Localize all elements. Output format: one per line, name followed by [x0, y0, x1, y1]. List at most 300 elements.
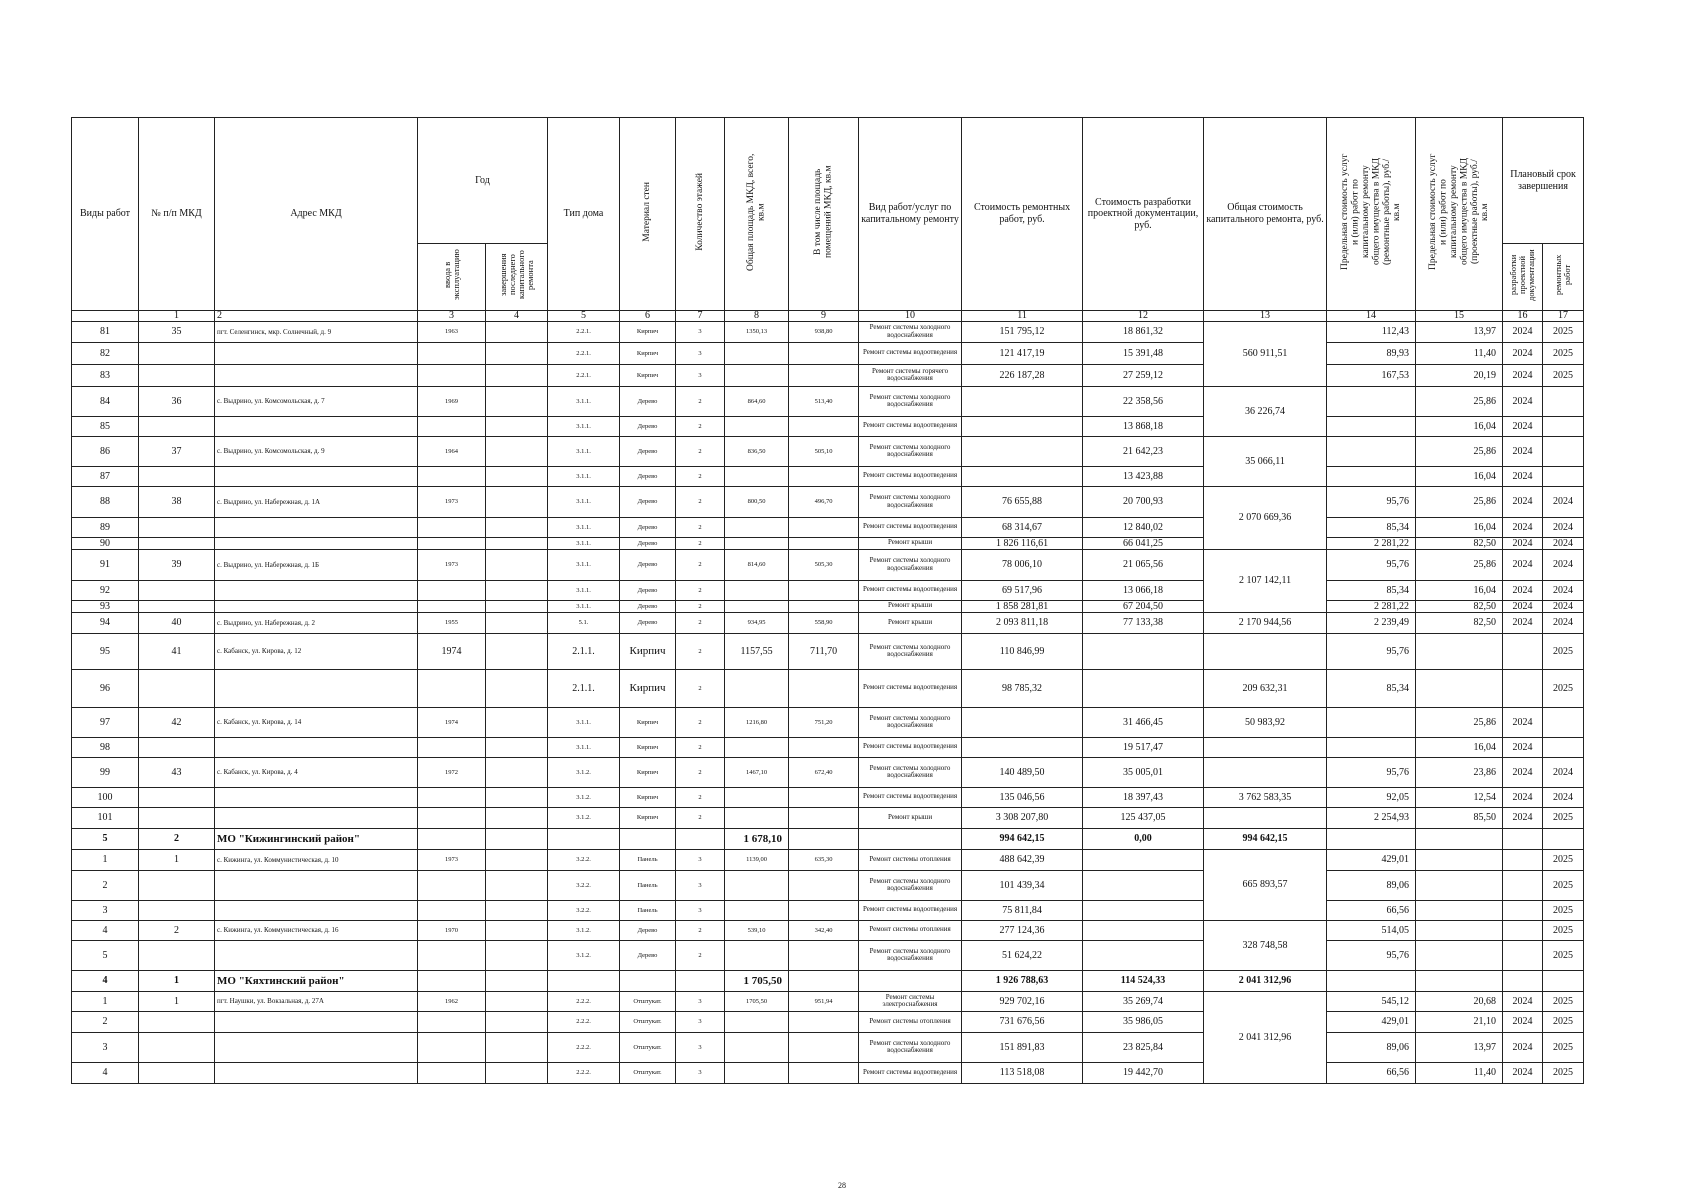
row-material: Дерево: [620, 486, 676, 517]
row-vidy-rabot: 88: [72, 486, 139, 517]
row-area-total: [725, 1062, 789, 1083]
column-number: 1: [139, 310, 215, 321]
row-limit-repair: 2 254,93: [1327, 807, 1416, 828]
row-vidy-rabot: 86: [72, 436, 139, 466]
row-deadline-repair: [1543, 707, 1584, 737]
row-nn-mkd: [139, 342, 215, 364]
row-deadline-project: [1503, 940, 1543, 970]
row-year-kap: [486, 633, 548, 669]
row-limit-repair: [1327, 828, 1416, 849]
row-cost-repair: 135 046,56: [962, 787, 1083, 807]
row-house-type: 3.1.1.: [548, 707, 620, 737]
row-area-rooms: [789, 537, 859, 549]
header-deadline-project-label: разработки проектной документации: [1508, 249, 1536, 301]
row-house-type: 3.1.1.: [548, 486, 620, 517]
row-nn-mkd: 36: [139, 386, 215, 416]
row-work-type: Ремонт системы отопления: [859, 849, 962, 870]
row-cost-project: 21 642,23: [1083, 436, 1204, 466]
row-year-vvod: [418, 737, 486, 757]
row-cost-project: 31 466,45: [1083, 707, 1204, 737]
row-floors: 2: [676, 416, 725, 436]
row-house-type: 3.1.2.: [548, 757, 620, 787]
row-house-type: 3.1.1.: [548, 386, 620, 416]
row-cost-repair: 101 439,34: [962, 870, 1083, 900]
row-work-type: Ремонт системы водоотведения: [859, 787, 962, 807]
row-cost-repair: 929 702,16: [962, 991, 1083, 1011]
row-area-total: [725, 900, 789, 920]
row-year-vvod: [418, 537, 486, 549]
row-floors: 2: [676, 386, 725, 416]
row-house-type: 3.1.1.: [548, 549, 620, 580]
row-floors: [676, 970, 725, 991]
row-area-total: [725, 364, 789, 386]
row-deadline-project: 2024: [1503, 612, 1543, 633]
row-address: с. Кабанск, ул. Кирова, д. 14: [215, 707, 418, 737]
row-area-rooms: [789, 669, 859, 707]
row-cost-repair: 2 093 811,18: [962, 612, 1083, 633]
row-work-type: Ремонт системы холодного водоснабжения: [859, 757, 962, 787]
row-address: [215, 600, 418, 612]
row-limit-repair: 85,34: [1327, 517, 1416, 537]
row-vidy-rabot: 85: [72, 416, 139, 436]
row-floors: 2: [676, 787, 725, 807]
row-deadline-repair: 2024: [1543, 612, 1584, 633]
row-deadline-repair: 2024: [1543, 580, 1584, 600]
row-year-vvod: [418, 416, 486, 436]
row-year-kap: [486, 580, 548, 600]
row-floors: 2: [676, 633, 725, 669]
row-year-kap: [486, 787, 548, 807]
row-limit-repair: 95,76: [1327, 549, 1416, 580]
header-cost-project: Стоимость разработки проектной документации, руб.: [1083, 118, 1204, 311]
row-cost-project: [1083, 849, 1204, 870]
row-limit-repair: 429,01: [1327, 849, 1416, 870]
row-limit-repair: 95,76: [1327, 486, 1416, 517]
row-limit-project: [1416, 920, 1503, 940]
row-limit-project: 12,54: [1416, 787, 1503, 807]
row-area-rooms: 938,80: [789, 321, 859, 342]
row-area-rooms: 751,20: [789, 707, 859, 737]
row-limit-project: 25,86: [1416, 436, 1503, 466]
row-vidy-rabot: 87: [72, 466, 139, 486]
row-material: Кирпич: [620, 757, 676, 787]
row-limit-project: 25,86: [1416, 386, 1503, 416]
row-house-type: 3.2.2.: [548, 849, 620, 870]
row-year-vvod: [418, 940, 486, 970]
row-limit-project: 16,04: [1416, 416, 1503, 436]
row-floors: 2: [676, 517, 725, 537]
row-cost-project: 0,00: [1083, 828, 1204, 849]
row-cost-project: 18 861,32: [1083, 321, 1204, 342]
row-limit-repair: 66,56: [1327, 900, 1416, 920]
row-area-rooms: 513,40: [789, 386, 859, 416]
row-deadline-project: [1503, 633, 1543, 669]
header-limit-project: [1416, 118, 1503, 311]
row-year-vvod: [418, 669, 486, 707]
section-row: [72, 970, 1584, 991]
row-year-vvod: [418, 580, 486, 600]
row-area-total: 1 705,50: [725, 970, 789, 991]
row-address: [215, 342, 418, 364]
row-cost-repair: 140 489,50: [962, 757, 1083, 787]
header-cost-repair: Стоимость ремонтных работ, руб.: [962, 118, 1083, 311]
row-year-vvod: 1964: [418, 436, 486, 466]
table-row: [72, 321, 1584, 342]
row-vidy-rabot: 2: [72, 1011, 139, 1032]
row-work-type: Ремонт системы холодного водоснабжения: [859, 436, 962, 466]
row-floors: [676, 828, 725, 849]
row-year-kap: [486, 1062, 548, 1083]
row-vidy-rabot: 97: [72, 707, 139, 737]
row-limit-project: 20,19: [1416, 364, 1503, 386]
row-limit-repair: 167,53: [1327, 364, 1416, 386]
header-area-rooms-label: В том числе площадь помещений МКД, кв.м: [813, 165, 834, 259]
row-area-rooms: [789, 1011, 859, 1032]
row-floors: 3: [676, 321, 725, 342]
row-area-total: 1157,55: [725, 633, 789, 669]
table-row: [72, 940, 1584, 970]
row-nn-mkd: 43: [139, 757, 215, 787]
row-limit-project: 16,04: [1416, 737, 1503, 757]
row-material: Дерево: [620, 517, 676, 537]
row-deadline-project: [1503, 870, 1543, 900]
row-year-kap: [486, 669, 548, 707]
row-year-vvod: [418, 870, 486, 900]
row-limit-repair: 112,43: [1327, 321, 1416, 342]
row-deadline-repair: [1543, 416, 1584, 436]
row-deadline-project: 2024: [1503, 991, 1543, 1011]
row-house-type: 3.2.2.: [548, 870, 620, 900]
row-material: Отштукат.: [620, 991, 676, 1011]
row-year-kap: [486, 321, 548, 342]
row-work-type: Ремонт системы холодного водоснабжения: [859, 707, 962, 737]
table-row: [72, 1062, 1584, 1083]
row-limit-repair: 89,06: [1327, 1032, 1416, 1062]
row-area-total: [725, 342, 789, 364]
table-row: [72, 737, 1584, 757]
row-deadline-repair: 2025: [1543, 991, 1584, 1011]
row-address: [215, 537, 418, 549]
row-year-vvod: 1974: [418, 707, 486, 737]
row-cost-total: [1204, 807, 1327, 828]
row-deadline-repair: [1543, 737, 1584, 757]
row-nn-mkd: [139, 669, 215, 707]
header-limit-repair-label: Предельная стоимость услуг и (или) работ по капитальному ремонту общего имущества в МКД (ремонтные работы), руб./кв.м: [1339, 153, 1402, 271]
row-area-total: [725, 737, 789, 757]
row-house-type: 3.1.1.: [548, 436, 620, 466]
table-row: [72, 707, 1584, 737]
row-deadline-repair: 2025: [1543, 900, 1584, 920]
column-number: 14: [1327, 310, 1416, 321]
row-work-type: Ремонт системы водоотведения: [859, 669, 962, 707]
row-limit-project: [1416, 669, 1503, 707]
column-number: 2: [215, 310, 418, 321]
row-limit-project: 11,40: [1416, 342, 1503, 364]
row-deadline-repair: 2025: [1543, 940, 1584, 970]
row-floors: 2: [676, 940, 725, 970]
header-year-vvod-label: ввода в эксплуатацию: [441, 249, 461, 301]
header-year-kap-label: завершения последнего капитального ремонта: [497, 250, 535, 300]
row-area-rooms: [789, 1062, 859, 1083]
row-deadline-project: 2024: [1503, 600, 1543, 612]
row-year-kap: [486, 991, 548, 1011]
row-vidy-rabot: 99: [72, 757, 139, 787]
row-limit-project: [1416, 849, 1503, 870]
row-cost-repair: 121 417,19: [962, 342, 1083, 364]
row-vidy-rabot: 2: [72, 870, 139, 900]
row-cost-project: 18 397,43: [1083, 787, 1204, 807]
row-year-kap: [486, 364, 548, 386]
page-number: 28: [838, 1181, 846, 1190]
row-limit-project: [1416, 870, 1503, 900]
table-row: [72, 787, 1584, 807]
row-vidy-rabot: 1: [72, 991, 139, 1011]
table-row: [72, 600, 1584, 612]
row-address: [215, 900, 418, 920]
row-work-type: Ремонт крыши: [859, 612, 962, 633]
table-row: [72, 633, 1584, 669]
row-deadline-repair: [1543, 436, 1584, 466]
row-address: МО "Кижингинский район": [215, 828, 418, 849]
row-address: [215, 466, 418, 486]
row-vidy-rabot: 100: [72, 787, 139, 807]
row-year-kap: [486, 342, 548, 364]
row-cost-project: 35 005,01: [1083, 757, 1204, 787]
row-year-vvod: [418, 807, 486, 828]
table-row: [72, 364, 1584, 386]
header-area-total: [725, 118, 789, 311]
row-cost-repair: 1 858 281,81: [962, 600, 1083, 612]
row-house-type: 3.1.2.: [548, 807, 620, 828]
row-limit-project: 82,50: [1416, 612, 1503, 633]
row-deadline-repair: 2025: [1543, 870, 1584, 900]
row-cost-repair: [962, 436, 1083, 466]
row-material: Кирпич: [620, 364, 676, 386]
row-nn-mkd: [139, 1032, 215, 1062]
row-work-type: Ремонт системы водоотведения: [859, 416, 962, 436]
row-material: Кирпич: [620, 787, 676, 807]
table-row: [72, 920, 1584, 940]
row-deadline-project: 2024: [1503, 466, 1543, 486]
row-limit-project: [1416, 633, 1503, 669]
row-house-type: 2.2.2.: [548, 1032, 620, 1062]
row-floors: 3: [676, 342, 725, 364]
row-address: с. Кижинга, ул. Коммунистическая, д. 16: [215, 920, 418, 940]
row-limit-repair: [1327, 416, 1416, 436]
row-cost-project: [1083, 633, 1204, 669]
row-house-type: 5.1.: [548, 612, 620, 633]
row-deadline-project: 2024: [1503, 321, 1543, 342]
row-year-vvod: [418, 900, 486, 920]
row-year-kap: [486, 970, 548, 991]
row-house-type: 2.2.2.: [548, 991, 620, 1011]
row-area-total: 800,50: [725, 486, 789, 517]
row-area-rooms: [789, 870, 859, 900]
row-material: Кирпич: [620, 807, 676, 828]
row-year-kap: [486, 416, 548, 436]
row-floors: 2: [676, 707, 725, 737]
row-cost-project: 12 840,02: [1083, 517, 1204, 537]
row-floors: 3: [676, 849, 725, 870]
row-deadline-project: 2024: [1503, 436, 1543, 466]
row-deadline-project: [1503, 669, 1543, 707]
header-floors: [676, 118, 725, 311]
row-cost-project: 35 986,05: [1083, 1011, 1204, 1032]
row-cost-project: 23 825,84: [1083, 1032, 1204, 1062]
row-year-vvod: 1974: [418, 633, 486, 669]
row-area-total: [725, 600, 789, 612]
column-number: 16: [1503, 310, 1543, 321]
row-material: Панель: [620, 849, 676, 870]
row-material: Дерево: [620, 416, 676, 436]
row-vidy-rabot: 91: [72, 549, 139, 580]
row-limit-repair: 95,76: [1327, 940, 1416, 970]
row-limit-project: 82,50: [1416, 600, 1503, 612]
row-area-rooms: [789, 342, 859, 364]
row-deadline-repair: 2025: [1543, 669, 1584, 707]
table-row: [72, 757, 1584, 787]
row-limit-repair: 2 281,22: [1327, 537, 1416, 549]
row-work-type: Ремонт системы холодного водоснабжения: [859, 940, 962, 970]
row-house-type: 2.2.2.: [548, 1062, 620, 1083]
row-material: Дерево: [620, 537, 676, 549]
row-nn-mkd: [139, 1011, 215, 1032]
row-deadline-repair: 2024: [1543, 600, 1584, 612]
row-area-total: [725, 1011, 789, 1032]
row-work-type: Ремонт системы водоотведения: [859, 900, 962, 920]
row-material: [620, 970, 676, 991]
row-house-type: 3.1.1.: [548, 600, 620, 612]
row-limit-repair: [1327, 436, 1416, 466]
header-deadline: Плановый срок завершения: [1503, 118, 1584, 244]
row-area-rooms: [789, 940, 859, 970]
row-area-rooms: 711,70: [789, 633, 859, 669]
row-material: Дерево: [620, 612, 676, 633]
row-limit-repair: [1327, 970, 1416, 991]
row-cost-project: 125 437,05: [1083, 807, 1204, 828]
row-vidy-rabot: 5: [72, 940, 139, 970]
row-work-type: Ремонт системы холодного водоснабжения: [859, 321, 962, 342]
header-year: Год: [418, 118, 548, 244]
row-deadline-repair: 2025: [1543, 364, 1584, 386]
row-work-type: Ремонт системы отопления: [859, 920, 962, 940]
row-nn-mkd: [139, 807, 215, 828]
row-house-type: 3.1.1.: [548, 466, 620, 486]
row-house-type: 3.2.2.: [548, 900, 620, 920]
row-address: [215, 737, 418, 757]
table-row: [72, 466, 1584, 486]
row-cost-project: 19 442,70: [1083, 1062, 1204, 1083]
row-cost-repair: [962, 737, 1083, 757]
row-deadline-project: 2024: [1503, 537, 1543, 549]
row-area-total: [725, 807, 789, 828]
row-vidy-rabot: 4: [72, 1062, 139, 1083]
row-work-type: Ремонт системы водоотведения: [859, 1062, 962, 1083]
row-cost-project: 15 391,48: [1083, 342, 1204, 364]
row-area-rooms: 505,30: [789, 549, 859, 580]
row-address: с. Выдрино, ул. Комсомольская, д. 9: [215, 436, 418, 466]
row-area-rooms: [789, 466, 859, 486]
row-limit-project: 25,86: [1416, 707, 1503, 737]
row-year-kap: [486, 612, 548, 633]
row-work-type: Ремонт системы горячего водоснабжения: [859, 364, 962, 386]
row-cost-repair: 76 655,88: [962, 486, 1083, 517]
row-year-kap: [486, 807, 548, 828]
row-area-total: [725, 870, 789, 900]
row-deadline-repair: 2024: [1543, 757, 1584, 787]
header-area-total-label: Общая площадь МКД, всего, кв.м: [746, 153, 767, 271]
row-area-total: 1 678,10: [725, 828, 789, 849]
row-material: Отштукат.: [620, 1062, 676, 1083]
row-year-kap: [486, 828, 548, 849]
row-limit-project: 82,50: [1416, 537, 1503, 549]
row-deadline-project: 2024: [1503, 707, 1543, 737]
row-year-kap: [486, 900, 548, 920]
row-deadline-project: 2024: [1503, 364, 1543, 386]
row-floors: 3: [676, 991, 725, 1011]
row-area-total: [725, 416, 789, 436]
row-nn-mkd: [139, 870, 215, 900]
row-work-type: Ремонт системы электроснабжения: [859, 991, 962, 1011]
row-floors: 2: [676, 920, 725, 940]
row-material: Дерево: [620, 940, 676, 970]
row-deadline-repair: [1543, 386, 1584, 416]
row-area-total: 864,60: [725, 386, 789, 416]
row-floors: 3: [676, 900, 725, 920]
row-limit-repair: 66,56: [1327, 1062, 1416, 1083]
row-cost-repair: 69 517,96: [962, 580, 1083, 600]
row-area-total: [725, 517, 789, 537]
column-number: 10: [859, 310, 962, 321]
table-row: [72, 549, 1584, 580]
row-area-total: [725, 537, 789, 549]
row-area-total: 1216,80: [725, 707, 789, 737]
row-area-rooms: 672,40: [789, 757, 859, 787]
row-limit-repair: 85,34: [1327, 580, 1416, 600]
capital-repair-table: [71, 117, 1583, 1084]
row-nn-mkd: 1: [139, 970, 215, 991]
row-year-kap: [486, 486, 548, 517]
row-year-kap: [486, 940, 548, 970]
row-house-type: 3.1.2.: [548, 940, 620, 970]
column-number: 11: [962, 310, 1083, 321]
row-nn-mkd: [139, 737, 215, 757]
table-row: [72, 386, 1584, 416]
row-cost-repair: 113 518,08: [962, 1062, 1083, 1083]
row-house-type: 3.1.1.: [548, 580, 620, 600]
row-floors: 2: [676, 436, 725, 466]
row-area-rooms: [789, 1032, 859, 1062]
row-cost-project: [1083, 669, 1204, 707]
row-year-vvod: [418, 466, 486, 486]
row-limit-project: 13,97: [1416, 321, 1503, 342]
row-area-total: [725, 669, 789, 707]
row-material: Дерево: [620, 600, 676, 612]
row-limit-project: 16,04: [1416, 517, 1503, 537]
row-floors: 3: [676, 1062, 725, 1083]
header-work-type: Вид работ/услуг по капитальному ремонту: [859, 118, 962, 311]
row-year-vvod: [418, 1011, 486, 1032]
table-row: [72, 900, 1584, 920]
row-year-vvod: 1972: [418, 757, 486, 787]
row-work-type: Ремонт системы холодного водоснабжения: [859, 386, 962, 416]
header-year-kap: [486, 244, 548, 311]
row-material: Кирпич: [620, 633, 676, 669]
row-cost-repair: 98 785,32: [962, 669, 1083, 707]
row-address: пгт. Наушки, ул. Вокзальная, д. 27А: [215, 991, 418, 1011]
row-area-rooms: 558,90: [789, 612, 859, 633]
table-row: [72, 342, 1584, 364]
